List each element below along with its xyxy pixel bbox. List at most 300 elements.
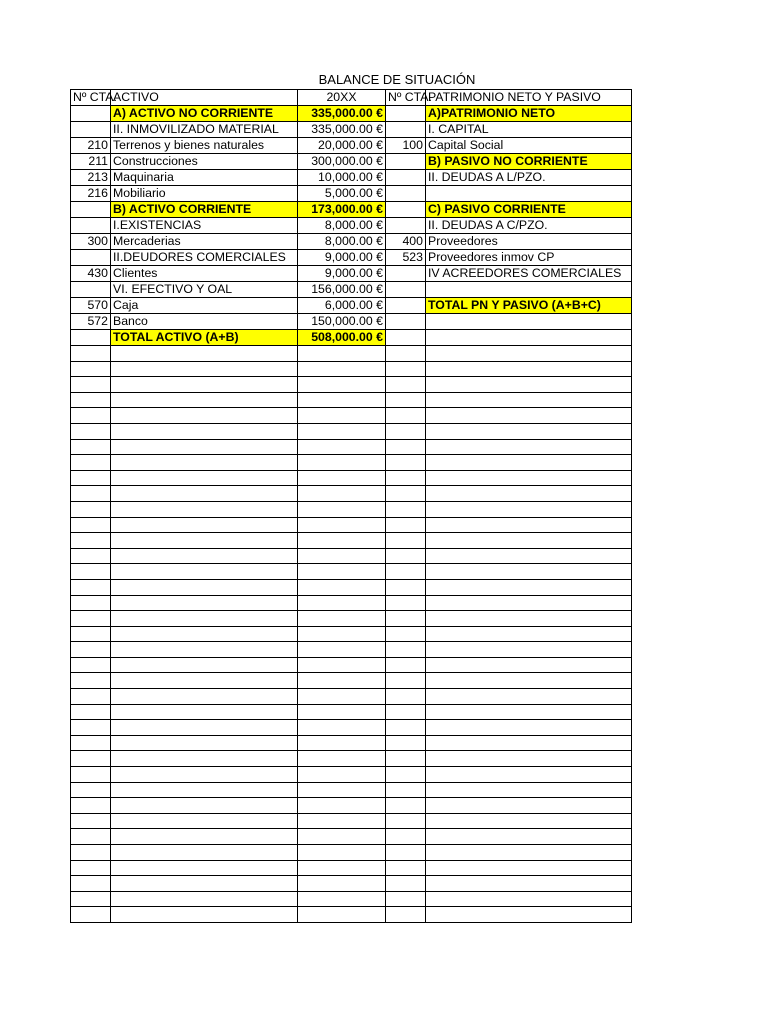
amount-cell[interactable]: 20,000.00 € [298, 138, 386, 154]
empty-cell[interactable] [426, 579, 632, 595]
empty-cell[interactable] [298, 533, 386, 549]
empty-cell[interactable] [426, 611, 632, 627]
empty-cell[interactable] [71, 517, 111, 533]
empty-row [71, 548, 632, 564]
empty-cell[interactable] [426, 501, 632, 517]
empty-cell[interactable] [71, 751, 111, 767]
table-row [71, 106, 632, 122]
amount-cell[interactable]: 508,000.00 € [298, 330, 386, 346]
pasivo-account-number-cell[interactable] [386, 330, 426, 346]
pasivo-account-number-cell[interactable] [386, 186, 426, 202]
empty-cell[interactable] [71, 548, 111, 564]
empty-cell[interactable] [71, 642, 111, 658]
empty-cell[interactable] [71, 579, 111, 595]
empty-cell[interactable] [386, 829, 426, 845]
empty-cell[interactable] [298, 564, 386, 580]
empty-cell[interactable] [386, 486, 426, 502]
empty-cell[interactable] [386, 689, 426, 705]
pasivo-label-cell[interactable] [426, 330, 632, 346]
empty-cell[interactable] [111, 595, 298, 611]
empty-cell[interactable] [71, 423, 111, 439]
empty-cell[interactable] [111, 626, 298, 642]
empty-row [71, 517, 632, 533]
amount-cell[interactable]: 5,000.00 € [298, 186, 386, 202]
activo-label-cell[interactable]: Mercaderias [111, 234, 298, 250]
empty-cell[interactable] [426, 845, 632, 861]
pasivo-account-number-cell[interactable]: 523 [386, 250, 426, 266]
empty-cell[interactable] [426, 439, 632, 455]
empty-cell[interactable] [111, 564, 298, 580]
empty-cell[interactable] [111, 876, 298, 892]
empty-cell[interactable] [426, 673, 632, 689]
empty-cell[interactable] [298, 907, 386, 923]
empty-cell[interactable] [426, 361, 632, 377]
empty-cell[interactable] [111, 735, 298, 751]
empty-cell[interactable] [111, 361, 298, 377]
empty-cell[interactable] [386, 517, 426, 533]
empty-cell[interactable] [426, 517, 632, 533]
account-number-cell[interactable]: 213 [71, 170, 111, 186]
empty-cell[interactable] [298, 704, 386, 720]
account-number-cell[interactable]: 300 [71, 234, 111, 250]
amount-cell[interactable]: 8,000.00 € [298, 218, 386, 234]
empty-cell[interactable] [426, 626, 632, 642]
empty-cell[interactable] [71, 829, 111, 845]
empty-cell[interactable] [71, 626, 111, 642]
activo-label-cell[interactable]: Mobiliario [111, 186, 298, 202]
account-number-cell[interactable]: 210 [71, 138, 111, 154]
activo-label-cell[interactable]: II. INMOVILIZADO MATERIAL [111, 122, 298, 138]
empty-cell[interactable] [71, 377, 111, 393]
empty-cell[interactable] [298, 798, 386, 814]
empty-cell[interactable] [298, 642, 386, 658]
empty-cell[interactable] [71, 408, 111, 424]
empty-cell[interactable] [71, 533, 111, 549]
account-number-cell[interactable]: 430 [71, 266, 111, 282]
activo-label-cell[interactable]: A) ACTIVO NO CORRIENTE [111, 106, 298, 122]
empty-cell[interactable] [426, 470, 632, 486]
empty-cell[interactable] [111, 533, 298, 549]
empty-cell[interactable] [426, 860, 632, 876]
year-header[interactable]: 20XX [298, 90, 386, 106]
empty-cell[interactable] [426, 720, 632, 736]
empty-cell[interactable] [386, 704, 426, 720]
empty-cell[interactable] [386, 751, 426, 767]
empty-cell[interactable] [426, 767, 632, 783]
empty-cell[interactable] [71, 673, 111, 689]
amount-cell[interactable]: 10,000.00 € [298, 170, 386, 186]
empty-cell[interactable] [71, 455, 111, 471]
account-number-cell[interactable] [71, 106, 111, 122]
empty-cell[interactable] [386, 891, 426, 907]
account-number-cell[interactable] [71, 218, 111, 234]
amount-cell[interactable]: 173,000.00 € [298, 202, 386, 218]
header-row [71, 90, 632, 106]
empty-cell[interactable] [426, 751, 632, 767]
amount-cell[interactable]: 300,000.00 € [298, 154, 386, 170]
empty-row [71, 704, 632, 720]
activo-label-cell[interactable]: Construcciones [111, 154, 298, 170]
empty-cell[interactable] [111, 423, 298, 439]
empty-cell[interactable] [111, 845, 298, 861]
pasivo-account-number-cell[interactable] [386, 122, 426, 138]
account-number-cell[interactable]: 216 [71, 186, 111, 202]
empty-cell[interactable] [71, 361, 111, 377]
empty-cell[interactable] [386, 907, 426, 923]
empty-cell[interactable] [71, 470, 111, 486]
empty-cell[interactable] [71, 782, 111, 798]
empty-cell[interactable] [111, 751, 298, 767]
activo-label-cell[interactable]: I.EXISTENCIAS [111, 218, 298, 234]
empty-cell[interactable] [71, 907, 111, 923]
account-number-cell[interactable]: 572 [71, 314, 111, 330]
table-row [71, 298, 632, 314]
empty-cell[interactable] [386, 735, 426, 751]
pasivo-label-cell[interactable]: B) PASIVO NO CORRIENTE [426, 154, 632, 170]
empty-cell[interactable] [298, 579, 386, 595]
empty-cell[interactable] [426, 813, 632, 829]
empty-cell[interactable] [426, 689, 632, 705]
amount-cell[interactable]: 150,000.00 € [298, 314, 386, 330]
empty-cell[interactable] [426, 533, 632, 549]
empty-cell[interactable] [298, 891, 386, 907]
empty-cell[interactable] [298, 626, 386, 642]
empty-cell[interactable] [426, 798, 632, 814]
empty-cell[interactable] [386, 845, 426, 861]
empty-cell[interactable] [71, 735, 111, 751]
empty-cell[interactable] [426, 876, 632, 892]
empty-cell[interactable] [71, 845, 111, 861]
empty-cell[interactable] [71, 346, 111, 362]
empty-cell[interactable] [386, 408, 426, 424]
pasivo-account-number-cell[interactable] [386, 282, 426, 298]
empty-cell[interactable] [111, 907, 298, 923]
empty-cell[interactable] [71, 486, 111, 502]
empty-cell[interactable] [71, 798, 111, 814]
pasivo-label-cell[interactable]: IV ACREEDORES COMERCIALES [426, 266, 632, 282]
empty-cell[interactable] [71, 860, 111, 876]
empty-cell[interactable] [298, 501, 386, 517]
activo-label-cell[interactable]: TOTAL ACTIVO (A+B) [111, 330, 298, 346]
empty-row [71, 798, 632, 814]
empty-cell[interactable] [386, 626, 426, 642]
empty-cell[interactable] [426, 564, 632, 580]
empty-cell[interactable] [426, 455, 632, 471]
empty-cell[interactable] [298, 735, 386, 751]
table-row [71, 234, 632, 250]
activo-label-cell[interactable]: B) ACTIVO CORRIENTE [111, 202, 298, 218]
pasivo-label-cell[interactable]: TOTAL PN Y PASIVO (A+B+C) [426, 298, 632, 314]
empty-cell[interactable] [386, 595, 426, 611]
amount-cell[interactable]: 335,000.00 € [298, 106, 386, 122]
empty-cell[interactable] [426, 346, 632, 362]
empty-cell[interactable] [71, 439, 111, 455]
empty-cell[interactable] [111, 673, 298, 689]
empty-row [71, 533, 632, 549]
empty-cell[interactable] [111, 346, 298, 362]
empty-cell[interactable] [298, 408, 386, 424]
empty-row [71, 501, 632, 517]
pasivo-account-number-cell[interactable] [386, 202, 426, 218]
pasivo-label-cell[interactable]: Proveedores inmov CP [426, 250, 632, 266]
empty-cell[interactable] [298, 782, 386, 798]
empty-cell[interactable] [298, 595, 386, 611]
account-number-cell[interactable] [71, 202, 111, 218]
empty-cell[interactable] [386, 611, 426, 627]
empty-cell[interactable] [386, 470, 426, 486]
empty-row [71, 455, 632, 471]
account-number-header-right[interactable]: Nº CTA. [386, 90, 426, 106]
empty-cell[interactable] [298, 876, 386, 892]
empty-cell[interactable] [386, 579, 426, 595]
table-row [71, 170, 632, 186]
activo-label-cell[interactable]: VI. EFECTIVO Y OAL [111, 282, 298, 298]
activo-header[interactable]: ACTIVO [111, 90, 298, 106]
empty-cell[interactable] [298, 548, 386, 564]
empty-cell[interactable] [386, 673, 426, 689]
empty-cell[interactable] [298, 423, 386, 439]
empty-cell[interactable] [426, 408, 632, 424]
empty-cell[interactable] [386, 439, 426, 455]
pasivo-label-cell[interactable]: C) PASIVO CORRIENTE [426, 202, 632, 218]
empty-cell[interactable] [111, 408, 298, 424]
empty-cell[interactable] [111, 455, 298, 471]
empty-row [71, 735, 632, 751]
empty-cell[interactable] [111, 611, 298, 627]
pasivo-label-cell[interactable]: II. DEUDAS A L/PZO. [426, 170, 632, 186]
table-row [71, 186, 632, 202]
empty-cell[interactable] [298, 346, 386, 362]
pasivo-label-cell[interactable]: A)PATRIMONIO NETO [426, 106, 632, 122]
table-row [71, 330, 632, 346]
empty-cell[interactable] [386, 501, 426, 517]
empty-cell[interactable] [298, 813, 386, 829]
empty-cell[interactable] [298, 611, 386, 627]
empty-cell[interactable] [111, 767, 298, 783]
empty-cell[interactable] [426, 423, 632, 439]
account-number-cell[interactable] [71, 250, 111, 266]
empty-row [71, 439, 632, 455]
empty-cell[interactable] [111, 377, 298, 393]
empty-cell[interactable] [71, 501, 111, 517]
empty-cell[interactable] [111, 392, 298, 408]
empty-cell[interactable] [111, 439, 298, 455]
empty-row [71, 876, 632, 892]
empty-cell[interactable] [111, 642, 298, 658]
empty-cell[interactable] [111, 470, 298, 486]
pasivo-account-number-cell[interactable]: 100 [386, 138, 426, 154]
empty-cell[interactable] [386, 455, 426, 471]
empty-cell[interactable] [298, 673, 386, 689]
table-row [71, 202, 632, 218]
empty-cell[interactable] [386, 533, 426, 549]
empty-cell[interactable] [386, 346, 426, 362]
amount-cell[interactable]: 335,000.00 € [298, 122, 386, 138]
empty-cell[interactable] [426, 891, 632, 907]
empty-row [71, 346, 632, 362]
amount-cell[interactable]: 9,000.00 € [298, 250, 386, 266]
pasivo-header[interactable]: PATRIMONIO NETO Y PASIVO [426, 90, 632, 106]
empty-cell[interactable] [386, 876, 426, 892]
account-number-cell[interactable]: 570 [71, 298, 111, 314]
activo-label-cell[interactable]: Banco [111, 314, 298, 330]
empty-cell[interactable] [386, 361, 426, 377]
pasivo-account-number-cell[interactable] [386, 106, 426, 122]
pasivo-account-number-cell[interactable] [386, 154, 426, 170]
empty-cell[interactable] [426, 595, 632, 611]
pasivo-account-number-cell[interactable]: 400 [386, 234, 426, 250]
empty-row [71, 642, 632, 658]
activo-label-cell[interactable]: Caja [111, 298, 298, 314]
empty-cell[interactable] [426, 486, 632, 502]
empty-cell[interactable] [71, 767, 111, 783]
pasivo-label-cell[interactable]: II. DEUDAS A C/PZO. [426, 218, 632, 234]
amount-cell[interactable]: 156,000.00 € [298, 282, 386, 298]
empty-cell[interactable] [298, 751, 386, 767]
empty-row [71, 891, 632, 907]
empty-row [71, 689, 632, 705]
empty-cell[interactable] [386, 423, 426, 439]
empty-cell[interactable] [386, 720, 426, 736]
empty-cell[interactable] [111, 891, 298, 907]
pasivo-label-cell[interactable]: I. CAPITAL [426, 122, 632, 138]
empty-cell[interactable] [386, 657, 426, 673]
pasivo-label-cell[interactable] [426, 314, 632, 330]
empty-cell[interactable] [426, 392, 632, 408]
pasivo-account-number-cell[interactable] [386, 218, 426, 234]
empty-cell[interactable] [111, 579, 298, 595]
pasivo-label-cell[interactable]: Capital Social [426, 138, 632, 154]
pasivo-label-cell[interactable] [426, 282, 632, 298]
empty-cell[interactable] [386, 564, 426, 580]
table-row [71, 282, 632, 298]
account-number-cell[interactable] [71, 282, 111, 298]
empty-cell[interactable] [298, 720, 386, 736]
empty-cell[interactable] [298, 845, 386, 861]
amount-cell[interactable]: 8,000.00 € [298, 234, 386, 250]
empty-cell[interactable] [426, 907, 632, 923]
account-number-cell[interactable]: 211 [71, 154, 111, 170]
empty-cell[interactable] [71, 704, 111, 720]
sheet-title: BALANCE DE SITUACIÓN [318, 72, 476, 87]
pasivo-account-number-cell[interactable] [386, 314, 426, 330]
empty-cell[interactable] [71, 891, 111, 907]
empty-cell[interactable] [426, 829, 632, 845]
empty-cell[interactable] [71, 595, 111, 611]
empty-cell[interactable] [71, 720, 111, 736]
empty-cell[interactable] [71, 689, 111, 705]
empty-row [71, 829, 632, 845]
account-number-cell[interactable] [71, 330, 111, 346]
empty-cell[interactable] [111, 798, 298, 814]
empty-row [71, 361, 632, 377]
empty-cell[interactable] [111, 517, 298, 533]
empty-cell[interactable] [111, 704, 298, 720]
empty-cell[interactable] [298, 829, 386, 845]
empty-cell[interactable] [386, 813, 426, 829]
table-row [71, 250, 632, 266]
empty-cell[interactable] [426, 548, 632, 564]
account-number-header-left[interactable]: Nº CTA. [71, 90, 111, 106]
empty-cell[interactable] [386, 642, 426, 658]
empty-cell[interactable] [426, 657, 632, 673]
empty-cell[interactable] [111, 782, 298, 798]
empty-cell[interactable] [298, 860, 386, 876]
empty-cell[interactable] [386, 860, 426, 876]
empty-cell[interactable] [298, 517, 386, 533]
empty-cell[interactable] [111, 720, 298, 736]
empty-cell[interactable] [111, 813, 298, 829]
empty-row [71, 408, 632, 424]
empty-cell[interactable] [71, 876, 111, 892]
empty-cell[interactable] [298, 657, 386, 673]
empty-cell[interactable] [111, 657, 298, 673]
pasivo-account-number-cell[interactable] [386, 266, 426, 282]
amount-cell[interactable]: 9,000.00 € [298, 266, 386, 282]
activo-label-cell[interactable]: Terrenos y bienes naturales [111, 138, 298, 154]
activo-label-cell[interactable]: Clientes [111, 266, 298, 282]
empty-cell[interactable] [111, 689, 298, 705]
empty-cell[interactable] [111, 501, 298, 517]
empty-cell[interactable] [298, 439, 386, 455]
empty-cell[interactable] [386, 782, 426, 798]
empty-row [71, 767, 632, 783]
empty-cell[interactable] [426, 377, 632, 393]
empty-cell[interactable] [426, 735, 632, 751]
empty-cell[interactable] [426, 782, 632, 798]
table-row [71, 122, 632, 138]
pasivo-account-number-cell[interactable] [386, 170, 426, 186]
activo-label-cell[interactable]: Maquinaria [111, 170, 298, 186]
empty-cell[interactable] [71, 813, 111, 829]
pasivo-label-cell[interactable]: Proveedores [426, 234, 632, 250]
empty-cell[interactable] [298, 392, 386, 408]
empty-cell[interactable] [71, 657, 111, 673]
empty-cell[interactable] [71, 564, 111, 580]
account-number-cell[interactable] [71, 122, 111, 138]
empty-cell[interactable] [386, 377, 426, 393]
empty-row [71, 860, 632, 876]
empty-cell[interactable] [111, 829, 298, 845]
empty-cell[interactable] [426, 704, 632, 720]
empty-cell[interactable] [386, 548, 426, 564]
empty-cell[interactable] [111, 548, 298, 564]
empty-cell[interactable] [426, 642, 632, 658]
empty-cell[interactable] [386, 798, 426, 814]
empty-cell[interactable] [111, 486, 298, 502]
empty-cell[interactable] [71, 611, 111, 627]
empty-cell[interactable] [386, 767, 426, 783]
empty-cell[interactable] [298, 689, 386, 705]
empty-cell[interactable] [111, 860, 298, 876]
empty-row [71, 782, 632, 798]
empty-cell[interactable] [298, 470, 386, 486]
empty-cell[interactable] [386, 392, 426, 408]
empty-cell[interactable] [71, 392, 111, 408]
empty-cell[interactable] [298, 455, 386, 471]
empty-cell[interactable] [298, 767, 386, 783]
amount-cell[interactable]: 6,000.00 € [298, 298, 386, 314]
empty-cell[interactable] [298, 486, 386, 502]
pasivo-label-cell[interactable] [426, 186, 632, 202]
empty-cell[interactable] [298, 361, 386, 377]
empty-cell[interactable] [298, 377, 386, 393]
table-row [71, 154, 632, 170]
pasivo-account-number-cell[interactable] [386, 298, 426, 314]
empty-row [71, 579, 632, 595]
empty-row [71, 470, 632, 486]
activo-label-cell[interactable]: II.DEUDORES COMERCIALES [111, 250, 298, 266]
